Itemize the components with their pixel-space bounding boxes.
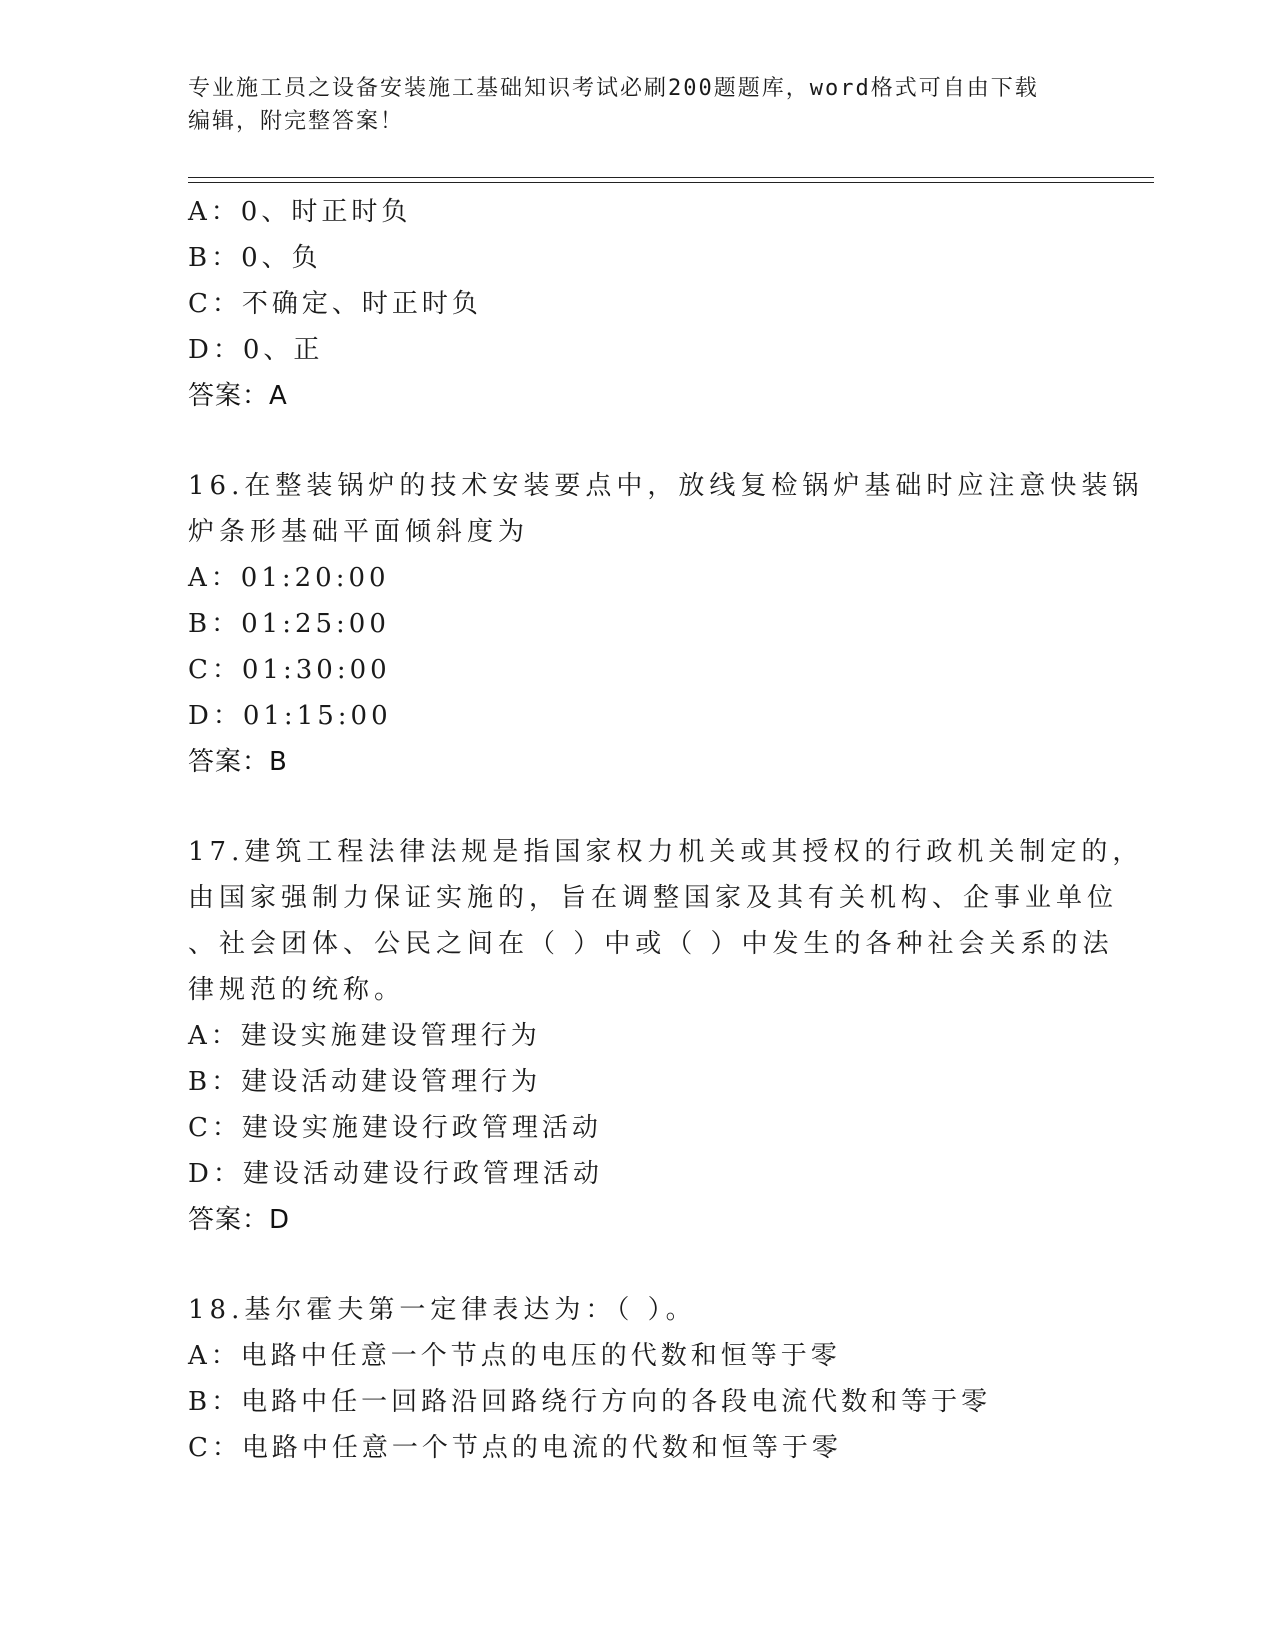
question-text-line: 由国家强制力保证实施的，旨在调整国家及其有关机构、企事业单位 xyxy=(188,883,1119,913)
option-c: C：建设实施建设行政管理活动 xyxy=(188,1113,602,1143)
answer-line: 答案：A xyxy=(188,381,288,411)
document-header xyxy=(188,72,1088,138)
question-spacer xyxy=(188,419,1128,463)
option-d: D：建设活动建设行政管理活动 xyxy=(188,1159,603,1189)
question-spacer xyxy=(188,1243,1128,1287)
option-b: B：建设活动建设管理行为 xyxy=(188,1067,542,1097)
question-text xyxy=(188,829,1144,1013)
option-b: B：0、负 xyxy=(188,243,322,273)
option-a: A：01:20:00 xyxy=(188,563,390,593)
header-line-1: 专业施工员之设备安装施工基础知识考试必刷200题题库，word格式可自由下载 xyxy=(188,76,1039,101)
question-text-line: 16.在整装锅炉的技术安装要点中，放线复检锅炉基础时应注意快装锅 xyxy=(188,471,1144,501)
option-c: C：电路中任意一个节点的电流的代数和恒等于零 xyxy=(188,1433,842,1463)
question-content xyxy=(188,189,1144,1471)
header-divider-top xyxy=(188,177,1154,178)
header-divider-bottom xyxy=(188,182,1154,183)
option-a: A：电路中任意一个节点的电压的代数和恒等于零 xyxy=(188,1341,841,1371)
option-d: D：0、正 xyxy=(188,335,324,365)
option-c: C：01:30:00 xyxy=(188,655,391,685)
question-text-line: 律规范的统称。 xyxy=(188,975,406,1005)
option-b: B：01:25:00 xyxy=(188,609,390,639)
question-text-line: 17.建筑工程法律法规是指国家权力机关或其授权的行政机关制定的， xyxy=(188,837,1144,867)
option-d: D：01:15:00 xyxy=(188,701,392,731)
option-c: C：不确定、时正时负 xyxy=(188,289,482,319)
question-spacer xyxy=(188,785,1128,829)
question-18 xyxy=(188,1287,1128,1471)
option-a: A：建设实施建设管理行为 xyxy=(188,1021,541,1051)
question-text-line: 18.基尔霍夫第一定律表达为：（ ）。 xyxy=(188,1295,697,1325)
question-17 xyxy=(188,829,1144,1243)
question-text-line: 炉条形基础平面倾斜度为 xyxy=(188,517,530,547)
answer-line: 答案：D xyxy=(188,1205,291,1235)
question-15-continuation xyxy=(188,189,1128,419)
question-16 xyxy=(188,463,1144,785)
answer-line: 答案：B xyxy=(188,747,288,777)
option-b: B：电路中任一回路沿回路绕行方向的各段电流代数和等于零 xyxy=(188,1387,992,1417)
question-text-line: 、社会团体、公民之间在（ ）中或（ ）中发生的各种社会关系的法 xyxy=(188,929,1114,959)
question-text xyxy=(188,1287,1128,1333)
option-a: A：0、时正时负 xyxy=(188,197,412,227)
header-line-2: 编辑，附完整答案！ xyxy=(188,109,405,134)
question-text xyxy=(188,463,1144,555)
